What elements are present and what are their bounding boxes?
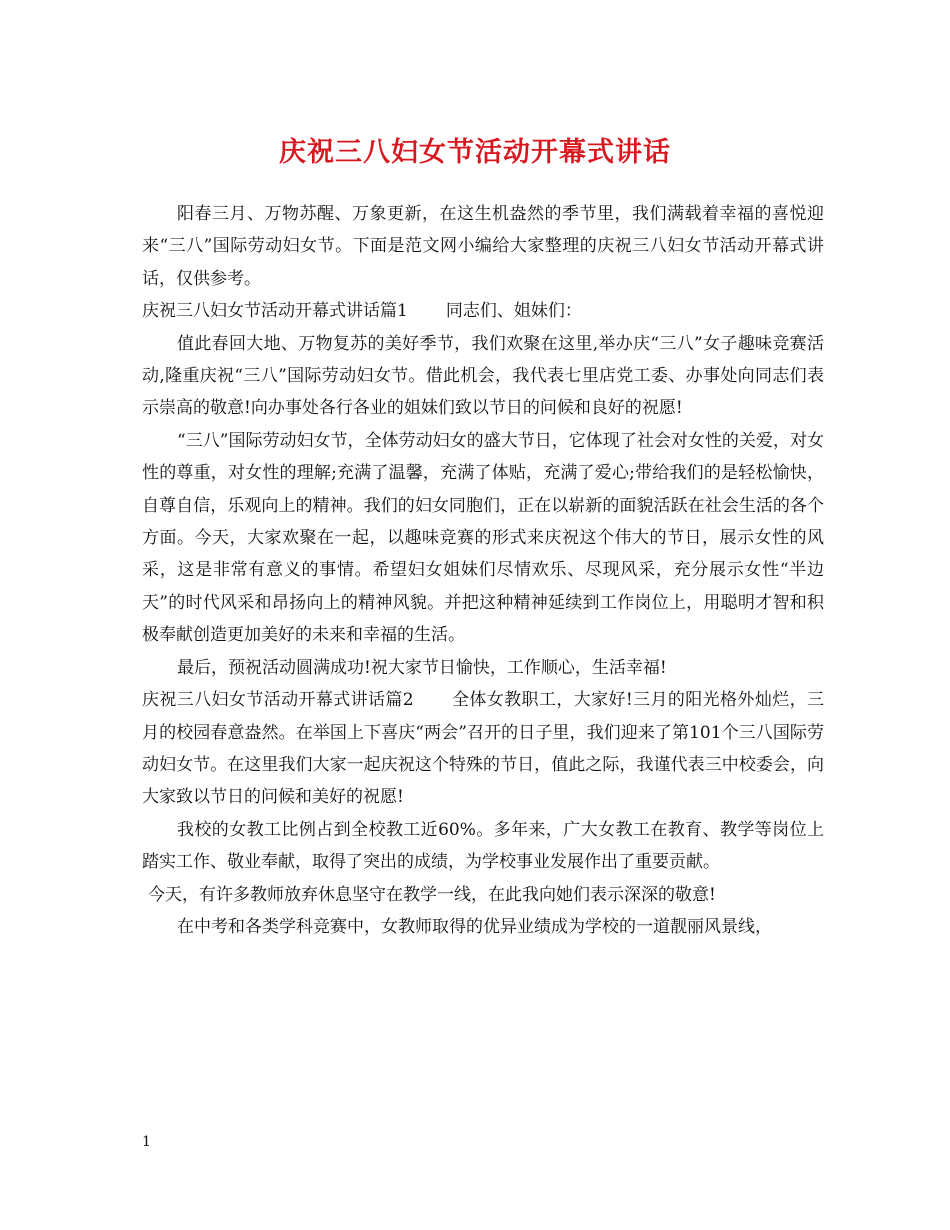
speech-2-paragraph-3: 在中考和各类学科竞赛中，女教师取得的优异业绩成为学校的一道靓丽风景线， (177, 916, 772, 937)
speech-1-paragraph-2: “三八”国际劳动妇女节，全体劳动妇女的盛大节日，它体现了社会对女性的关爱，对女性的尊重，对女性的理解;充满了温馨，充满了体贴，充满了爱心;带给我们的是轻松愉快，自尊自信，乐观向上的精神。我们的妇女同胞们，正在以崭新的面貌活跃在社会生活的各个方面。今天，大家欢聚在一起，以趣味竞赛的形式来庆祝这个伟大的节日，展示女性的风采，这是非常有意义的事情。希望妇女姐妹们尽情欢乐、尽现风采，充分展示女性“半边天”的时代风采和昂扬向上的精神风貌。并把这种精神延续到工作岗位上，用聪明才智和积极奉献创造更加美好的未来和幸福的生活。 (142, 430, 824, 646)
page-number: 1 (142, 1134, 151, 1150)
speech-2-heading-line (142, 684, 824, 814)
document-body (142, 198, 824, 943)
speech-2-heading: 庆祝三八妇女节活动开幕式讲话篇2 (142, 690, 414, 711)
speech-1-paragraph-3: 最后，预祝活动圆满成功!祝大家节日愉快，工作顺心，生活幸福! (177, 657, 667, 678)
speech-2-paragraph-1: 我校的女教工比例占到全校教工近60%。多年来，广大女教工在教育、教学等岗位上踏实工作、敬业奉献，取得了突出的成绩，为学校事业发展作出了重要贡献。 (142, 819, 824, 873)
speech-2-paragraph-2: 今天，有许多教师放弃休息坚守在教学一线，在此我向她们表示深深的敬意! (148, 884, 716, 905)
document-title: 庆祝三八妇女节活动开幕式讲话 (279, 137, 671, 168)
speech-1-paragraph-1: 值此春回大地、万物复苏的美好季节，我们欢聚在这里,举办庆“三八”女子趣味竞赛活动,隆重庆祝“三八”国际劳动妇女节。借此机会，我代表七里店党工委、办事处向同志们表示崇高的敬意!向办事处各行各业的姐妹们致以节日的问候和良好的祝愿! (142, 333, 824, 419)
speech-1-salutation: 同志们、姐妹们： (445, 301, 582, 322)
speech-1-heading: 庆祝三八妇女节活动开幕式讲话篇1 (142, 301, 408, 322)
speech-1-heading-line (142, 295, 824, 327)
intro-paragraph: 阳春三月、万物苏醒、万象更新，在这生机盎然的季节里，我们满载着幸福的喜悦迎来“三八”国际劳动妇女节。下面是范文网小编给大家整理的庆祝三八妇女节活动开幕式讲话，仅供参考。 (142, 204, 824, 289)
speech-2-opening: 全体女教职工，大家好!三月的阳光格外灿烂，三月的校园春意盎然。在举国上下喜庆“两会”召开的日子里，我们迎来了第101个三八国际劳动妇女节。在这里我们大家一起庆祝这个特殊的节日，值此之际，我谨代表三中校委会，向大家致以节日的问候和美好的祝愿! (142, 690, 824, 808)
